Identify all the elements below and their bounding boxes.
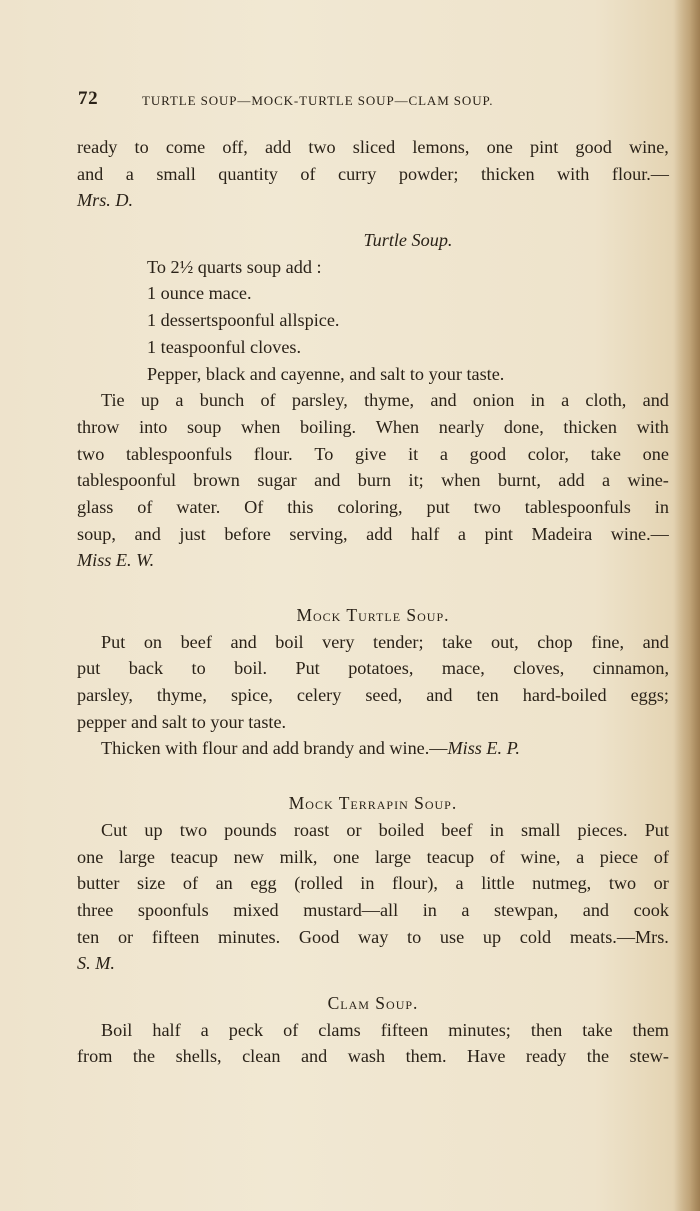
word: pint <box>484 523 513 544</box>
word: two <box>77 443 105 464</box>
word: pieces. <box>577 819 628 840</box>
word: in <box>489 819 504 840</box>
word: teacup <box>426 846 475 867</box>
word: add <box>366 523 393 544</box>
word: tablespoonful <box>77 470 177 491</box>
word: a <box>455 873 464 894</box>
word: two <box>473 496 501 517</box>
word: add <box>558 470 585 491</box>
word: a <box>576 846 585 867</box>
word: minutes; <box>448 1019 511 1040</box>
word: out, <box>490 631 519 652</box>
text-line <box>77 655 669 682</box>
word: a <box>439 443 448 464</box>
word: a <box>561 390 570 411</box>
word: good <box>575 137 612 157</box>
word: Boil <box>101 1019 133 1040</box>
word: cold <box>519 926 552 947</box>
word: use <box>439 926 465 947</box>
word: little <box>481 873 515 894</box>
word: two <box>179 819 208 840</box>
word: Madeira <box>531 523 593 544</box>
word: and <box>300 1046 328 1067</box>
word: in <box>654 496 669 517</box>
word: two <box>308 137 336 157</box>
text-fragment: Thicken with flour and add brandy and wine.— <box>101 738 448 759</box>
word: put <box>426 496 450 517</box>
word: throw <box>77 416 120 437</box>
word: clams <box>318 1019 361 1040</box>
word: ten <box>476 685 499 706</box>
word: spice, <box>230 685 273 706</box>
word: sliced <box>352 137 396 157</box>
word: a <box>457 523 466 544</box>
word: and <box>230 631 257 652</box>
word: shells, <box>175 1046 222 1067</box>
word: back <box>128 658 164 679</box>
word: ready <box>525 1046 567 1067</box>
word: it <box>408 443 419 464</box>
word: wine, <box>520 846 561 867</box>
word: burn <box>357 470 392 491</box>
word: of <box>260 390 276 411</box>
word: parsley, <box>291 390 348 411</box>
word: up <box>144 819 163 840</box>
word: and <box>582 899 610 920</box>
word: teacup <box>170 846 219 867</box>
section-heading-clam-soup: Clam Soup. <box>327 992 419 1013</box>
word: three <box>77 899 114 920</box>
word: very <box>322 631 355 652</box>
word: tablespoonfuls <box>125 443 233 464</box>
word: when <box>441 470 481 491</box>
word: an <box>215 873 233 894</box>
text-line <box>77 897 669 924</box>
word: ten <box>77 926 100 947</box>
word: with <box>557 163 590 184</box>
word: tender; <box>373 631 424 652</box>
word: before <box>224 523 271 544</box>
word: of <box>489 846 505 867</box>
running-head-title: TURTLE SOUP—MOCK-TURTLE SOUP—CLAM SOUP. <box>142 93 494 108</box>
word: a <box>175 390 184 411</box>
word: with <box>636 416 669 437</box>
word: stew- <box>629 1046 669 1067</box>
word: powder; <box>398 163 459 184</box>
word: or <box>653 873 669 894</box>
text-line <box>77 924 669 951</box>
word: When <box>375 416 420 437</box>
word: meats.—Mrs. <box>569 926 669 947</box>
word: flour.— <box>611 163 669 184</box>
word: one <box>486 137 513 157</box>
word: color, <box>527 443 569 464</box>
word: put <box>77 658 101 679</box>
word: onion <box>472 390 515 411</box>
word: two <box>608 873 637 894</box>
word: them. <box>405 1046 447 1067</box>
word: Tie <box>101 390 125 411</box>
word: burnt, <box>497 470 541 491</box>
signature: Mrs. D. <box>77 190 134 211</box>
text-line <box>77 134 669 161</box>
text-line <box>77 1017 669 1044</box>
word: take <box>582 1019 613 1040</box>
word: of <box>300 163 316 184</box>
word: egg <box>250 873 277 894</box>
word: boil <box>275 631 304 652</box>
section-heading-mock-turtle-soup: Mock Turtle Soup. <box>296 605 450 625</box>
text-line <box>77 735 669 762</box>
word: lemons, <box>412 137 470 157</box>
word: take <box>442 631 473 652</box>
word: potatoes, <box>348 658 414 679</box>
word: new <box>233 846 264 867</box>
word: quantity <box>218 163 278 184</box>
page-body <box>77 134 669 1070</box>
word: wine.— <box>610 523 669 544</box>
signature: Miss E. P. <box>447 738 520 759</box>
word: celery <box>296 685 342 706</box>
word: soup, <box>77 523 116 544</box>
word: the <box>132 1046 156 1067</box>
word: or <box>346 819 362 840</box>
word: cook <box>633 899 669 920</box>
word: thyme, <box>364 390 415 411</box>
word: pint <box>529 137 559 157</box>
word: parsley, <box>77 685 133 706</box>
word: give <box>355 443 387 464</box>
word: of <box>182 873 199 894</box>
word: fifteen <box>151 926 200 947</box>
signature: S. M. <box>77 953 115 974</box>
word: flour. <box>253 443 293 464</box>
text-line <box>77 414 669 441</box>
ingredient-line: To 2½ quarts soup add : <box>147 256 322 277</box>
text-line <box>77 467 669 494</box>
word: Cut <box>101 819 128 840</box>
signature: Miss E. W. <box>77 550 155 571</box>
word: brown <box>193 470 240 491</box>
text-line <box>77 870 669 897</box>
word: flour), <box>392 873 438 894</box>
word: way <box>358 926 389 947</box>
word: curry <box>338 163 377 184</box>
word: in <box>422 899 437 920</box>
word: seed, <box>365 685 403 706</box>
word: a <box>461 899 470 920</box>
word: (rolled <box>294 873 343 894</box>
word: beef <box>180 631 212 652</box>
word: Have <box>467 1046 506 1067</box>
word: one <box>642 443 669 464</box>
word: hard-boiled <box>522 685 607 706</box>
word: in <box>530 390 545 411</box>
word: them <box>632 1019 669 1040</box>
ingredient-line: 1 teaspoonful cloves. <box>147 336 302 357</box>
word: roast <box>293 819 330 840</box>
word: and <box>314 470 341 491</box>
word: to <box>407 926 422 947</box>
word: large <box>118 846 155 867</box>
word: in <box>360 873 375 894</box>
word: and <box>430 390 457 411</box>
word: one <box>333 846 360 867</box>
word: wine, <box>628 137 669 157</box>
word: minutes. <box>218 926 281 947</box>
word: into <box>139 416 168 437</box>
word: clean <box>242 1046 281 1067</box>
word: Put <box>295 658 320 679</box>
word: soup <box>186 416 222 437</box>
word: a <box>125 163 134 184</box>
text-line <box>77 1043 669 1070</box>
word: up <box>482 926 502 947</box>
section-heading-turtle-soup: Turtle Soup. <box>363 230 453 251</box>
word: this <box>287 496 314 517</box>
word: boiled <box>378 819 425 840</box>
word: boil. <box>234 658 267 679</box>
word: cloves, <box>513 658 565 679</box>
word: nearly <box>438 416 485 437</box>
word: mixed <box>233 899 279 920</box>
word: and <box>642 390 669 411</box>
text-line <box>77 682 669 709</box>
word: coloring, <box>337 496 403 517</box>
text-line <box>77 387 669 414</box>
word: and <box>134 523 161 544</box>
word: a <box>200 1019 209 1040</box>
word: up <box>140 390 160 411</box>
word: wine- <box>627 470 669 491</box>
word: tablespoonfuls <box>524 496 631 517</box>
word: to <box>191 658 206 679</box>
word: small <box>156 163 196 184</box>
word: half <box>411 523 440 544</box>
word: done, <box>503 416 544 437</box>
word: water. <box>176 496 221 517</box>
word: come <box>165 137 206 157</box>
word: and <box>642 631 669 652</box>
word: boiling. <box>300 416 357 437</box>
word: when <box>240 416 281 437</box>
word: off, <box>222 137 248 157</box>
word: piece <box>599 846 639 867</box>
word: large <box>375 846 412 867</box>
word: a <box>601 470 611 491</box>
word: fifteen <box>380 1019 429 1040</box>
word: Good <box>298 926 340 947</box>
word: of <box>653 846 669 867</box>
word: wash <box>347 1046 386 1067</box>
word: the <box>586 1046 610 1067</box>
word: thicken <box>563 416 617 437</box>
word: take <box>590 443 621 464</box>
word: fine, <box>591 631 625 652</box>
word: one <box>77 846 104 867</box>
running-head <box>78 88 618 114</box>
ingredient-line: Pepper, black and cayenne, and salt to your taste. <box>147 363 505 384</box>
word: on <box>143 631 163 652</box>
word: cinnamon, <box>592 658 669 679</box>
word: sugar <box>257 470 297 491</box>
section-heading-mock-terrapin-soup: Mock Terrapin Soup. <box>288 793 458 814</box>
word: eggs; <box>630 685 669 706</box>
word: size <box>137 873 166 894</box>
word: peck <box>228 1019 264 1040</box>
word: glass <box>77 496 114 517</box>
word: to <box>134 137 149 157</box>
text-line <box>77 441 669 468</box>
text-line <box>77 629 669 656</box>
word: add <box>264 137 292 157</box>
word: spoonfuls <box>137 899 209 920</box>
text-line: pepper and salt to your taste. <box>77 711 287 732</box>
word: and <box>77 163 104 184</box>
word: cloth, <box>585 390 627 411</box>
word: from <box>77 1046 113 1067</box>
word: it; <box>408 470 424 491</box>
page-number: 72 <box>78 88 99 109</box>
text-line <box>77 494 669 521</box>
word: nutmeg, <box>532 873 592 894</box>
word: mace, <box>441 658 485 679</box>
word: serving, <box>289 523 348 544</box>
page-edge-shadow <box>674 0 700 1211</box>
word: beef <box>441 819 473 840</box>
word: or <box>117 926 134 947</box>
word: ready <box>77 137 118 157</box>
word: butter <box>77 873 120 894</box>
word: Put <box>644 819 669 840</box>
word: good <box>469 443 507 464</box>
text-line <box>77 817 669 844</box>
word: of <box>283 1019 299 1040</box>
word: small <box>521 819 561 840</box>
word: Put <box>101 631 126 652</box>
text-line <box>77 161 669 188</box>
word: of <box>137 496 153 517</box>
word: milk, <box>279 846 318 867</box>
word: bunch <box>199 390 245 411</box>
word: thicken <box>481 163 535 184</box>
word: To <box>314 443 334 464</box>
word: chop <box>537 631 573 652</box>
word: pounds <box>224 819 277 840</box>
word: Of <box>244 496 264 517</box>
ingredient-line: 1 ounce mace. <box>147 283 252 304</box>
word: just <box>179 523 206 544</box>
word: thyme, <box>156 685 207 706</box>
text-line <box>77 521 669 548</box>
text-line <box>77 844 669 871</box>
word: mustard—all <box>303 899 399 920</box>
word: then <box>530 1019 563 1040</box>
word: and <box>426 685 453 706</box>
word: half <box>152 1019 181 1040</box>
word: stewpan, <box>494 899 559 920</box>
ingredient-line: 1 dessertspoonful allspice. <box>147 310 340 331</box>
